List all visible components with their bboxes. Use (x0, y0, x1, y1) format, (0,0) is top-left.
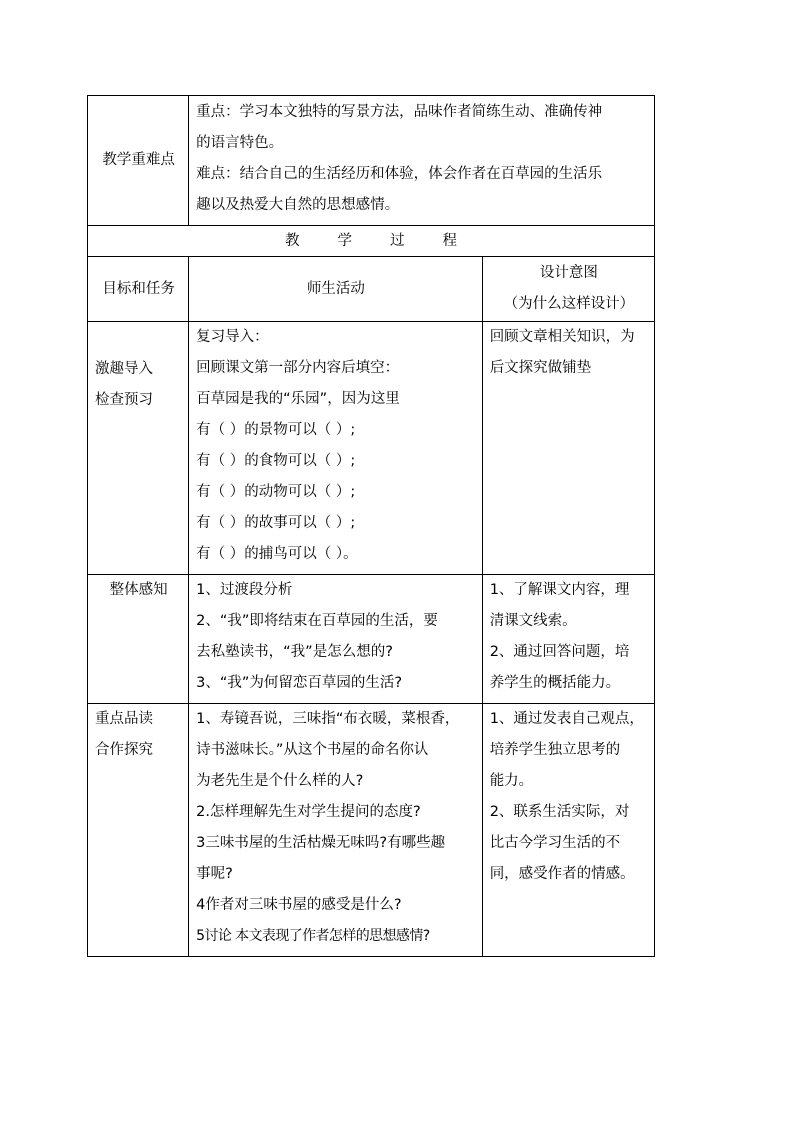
key-points-label: 教学重难点 (102, 152, 175, 168)
header-row (88, 257, 655, 322)
focus-activity-line: 诗书滋味长。”从这个书屋的命名你认 (196, 742, 429, 758)
intro-activity-line: 百草园是我的“乐园”，因为这里 (196, 391, 400, 407)
focus-activity-line: 为老先生是个什么样的人? (196, 773, 364, 789)
focus-activity-line: 2.怎样理解先生对学生提问的态度? (196, 804, 421, 820)
key-points-line: 重点：学习本文独特的写景方法，品味作者简练生动、准确传神 (196, 104, 603, 120)
intro-intent-cell (482, 322, 654, 575)
focus-intent-line: 同，感受作者的情感。 (489, 866, 635, 882)
lesson-plan-table (87, 95, 655, 957)
intro-intent-line: 后文探究做铺垫 (489, 360, 592, 376)
intro-activity-line: 有（ ）的景物可以（ ）; (196, 422, 356, 438)
focus-label-cell (88, 704, 189, 957)
intro-activity-line: 有（ ）的动物可以（ ）; (196, 484, 356, 500)
focus-intent-line: 2、联系生活实际，对 (489, 804, 630, 820)
table-row (88, 575, 655, 704)
intro-activity-line: 有（ ）的捕鸟可以（ ）。 (196, 546, 358, 562)
focus-label: 重点品读 (95, 711, 153, 727)
process-title-cell (88, 226, 655, 257)
focus-activity-line: 事呢? (196, 866, 233, 882)
focus-activity-line: 3三味书屋的生活枯燥无味吗?有哪些趣 (196, 835, 446, 851)
overview-activity-cell (189, 575, 483, 704)
focus-intent-line: 能力。 (489, 773, 534, 789)
overview-label: 整体感知 (109, 582, 168, 598)
key-points-content-cell (189, 96, 655, 226)
focus-activity-line: 4作者对三味书屋的感受是什么? (196, 897, 402, 913)
header-intent-subtitle: （为什么这样设计） (503, 296, 635, 312)
intro-label: 检查预习 (95, 392, 153, 408)
key-points-label-cell (88, 96, 189, 226)
process-title-row (88, 226, 655, 257)
focus-label: 合作探究 (95, 742, 153, 758)
intro-label: 激趣导入 (95, 361, 153, 377)
focus-activity-line: 5讨论 本文表现了作者怎样的思想感情? (196, 928, 430, 944)
overview-intent-line: 清课文线索。 (489, 613, 577, 629)
focus-intent-line: 比古今学习生活的不 (489, 835, 621, 851)
process-title: 教 学 过 程 (285, 232, 457, 249)
intro-activity-cell (189, 322, 483, 575)
focus-intent-line: 培养学生独立思考的 (489, 742, 621, 758)
table-row (88, 322, 655, 575)
intro-activity-line: 有（ ）的故事可以（ ）; (196, 515, 356, 531)
key-points-line: 趣以及热爱大自然的思想感情。 (196, 197, 400, 213)
overview-activity-line: 1、过渡段分析 (196, 582, 293, 598)
intro-activity-line: 复习导入： (196, 329, 269, 345)
header-intent-cell (482, 257, 654, 322)
overview-intent-line: 养学生的概括能力。 (489, 675, 621, 691)
header-goal: 目标和任务 (102, 280, 175, 297)
table-row (88, 704, 655, 957)
overview-activity-line: 2、“我”即将结束在百草园的生活，要 (196, 613, 438, 629)
overview-activity-line: 去私塾读书，“我”是怎么想的? (196, 644, 393, 660)
focus-intent-cell (482, 704, 654, 957)
header-activity-cell (189, 257, 483, 322)
overview-label-cell (88, 575, 189, 704)
key-points-line: 难点：结合自己的生活经历和体验，体会作者在百草园的生活乐 (196, 166, 603, 182)
focus-intent-line: 1、通过发表自己观点， (489, 711, 644, 727)
header-activity: 师生活动 (306, 280, 365, 297)
overview-intent-line: 1、了解课文内容，理 (489, 582, 630, 598)
intro-activity-line: 回顾课文第一部分内容后填空： (196, 360, 400, 376)
header-goal-cell (88, 257, 189, 322)
focus-activity-cell (189, 704, 483, 957)
key-points-line: 的语言特色。 (196, 135, 284, 151)
focus-activity-line: 1、寿镜吾说，三味指“布衣暖，菜根香， (196, 711, 460, 727)
intro-label-cell (88, 322, 189, 575)
overview-intent-line: 2、通过回答问题，培 (489, 644, 630, 660)
header-intent-title: 设计意图 (539, 265, 598, 281)
key-points-row (88, 96, 655, 226)
intro-intent-line: 回顾文章相关知识，为 (489, 329, 635, 345)
overview-activity-line: 3、“我”为何留恋百草园的生活? (196, 675, 403, 691)
intro-activity-line: 有（ ）的食物可以（ ）; (196, 453, 356, 469)
overview-intent-cell (482, 575, 654, 704)
